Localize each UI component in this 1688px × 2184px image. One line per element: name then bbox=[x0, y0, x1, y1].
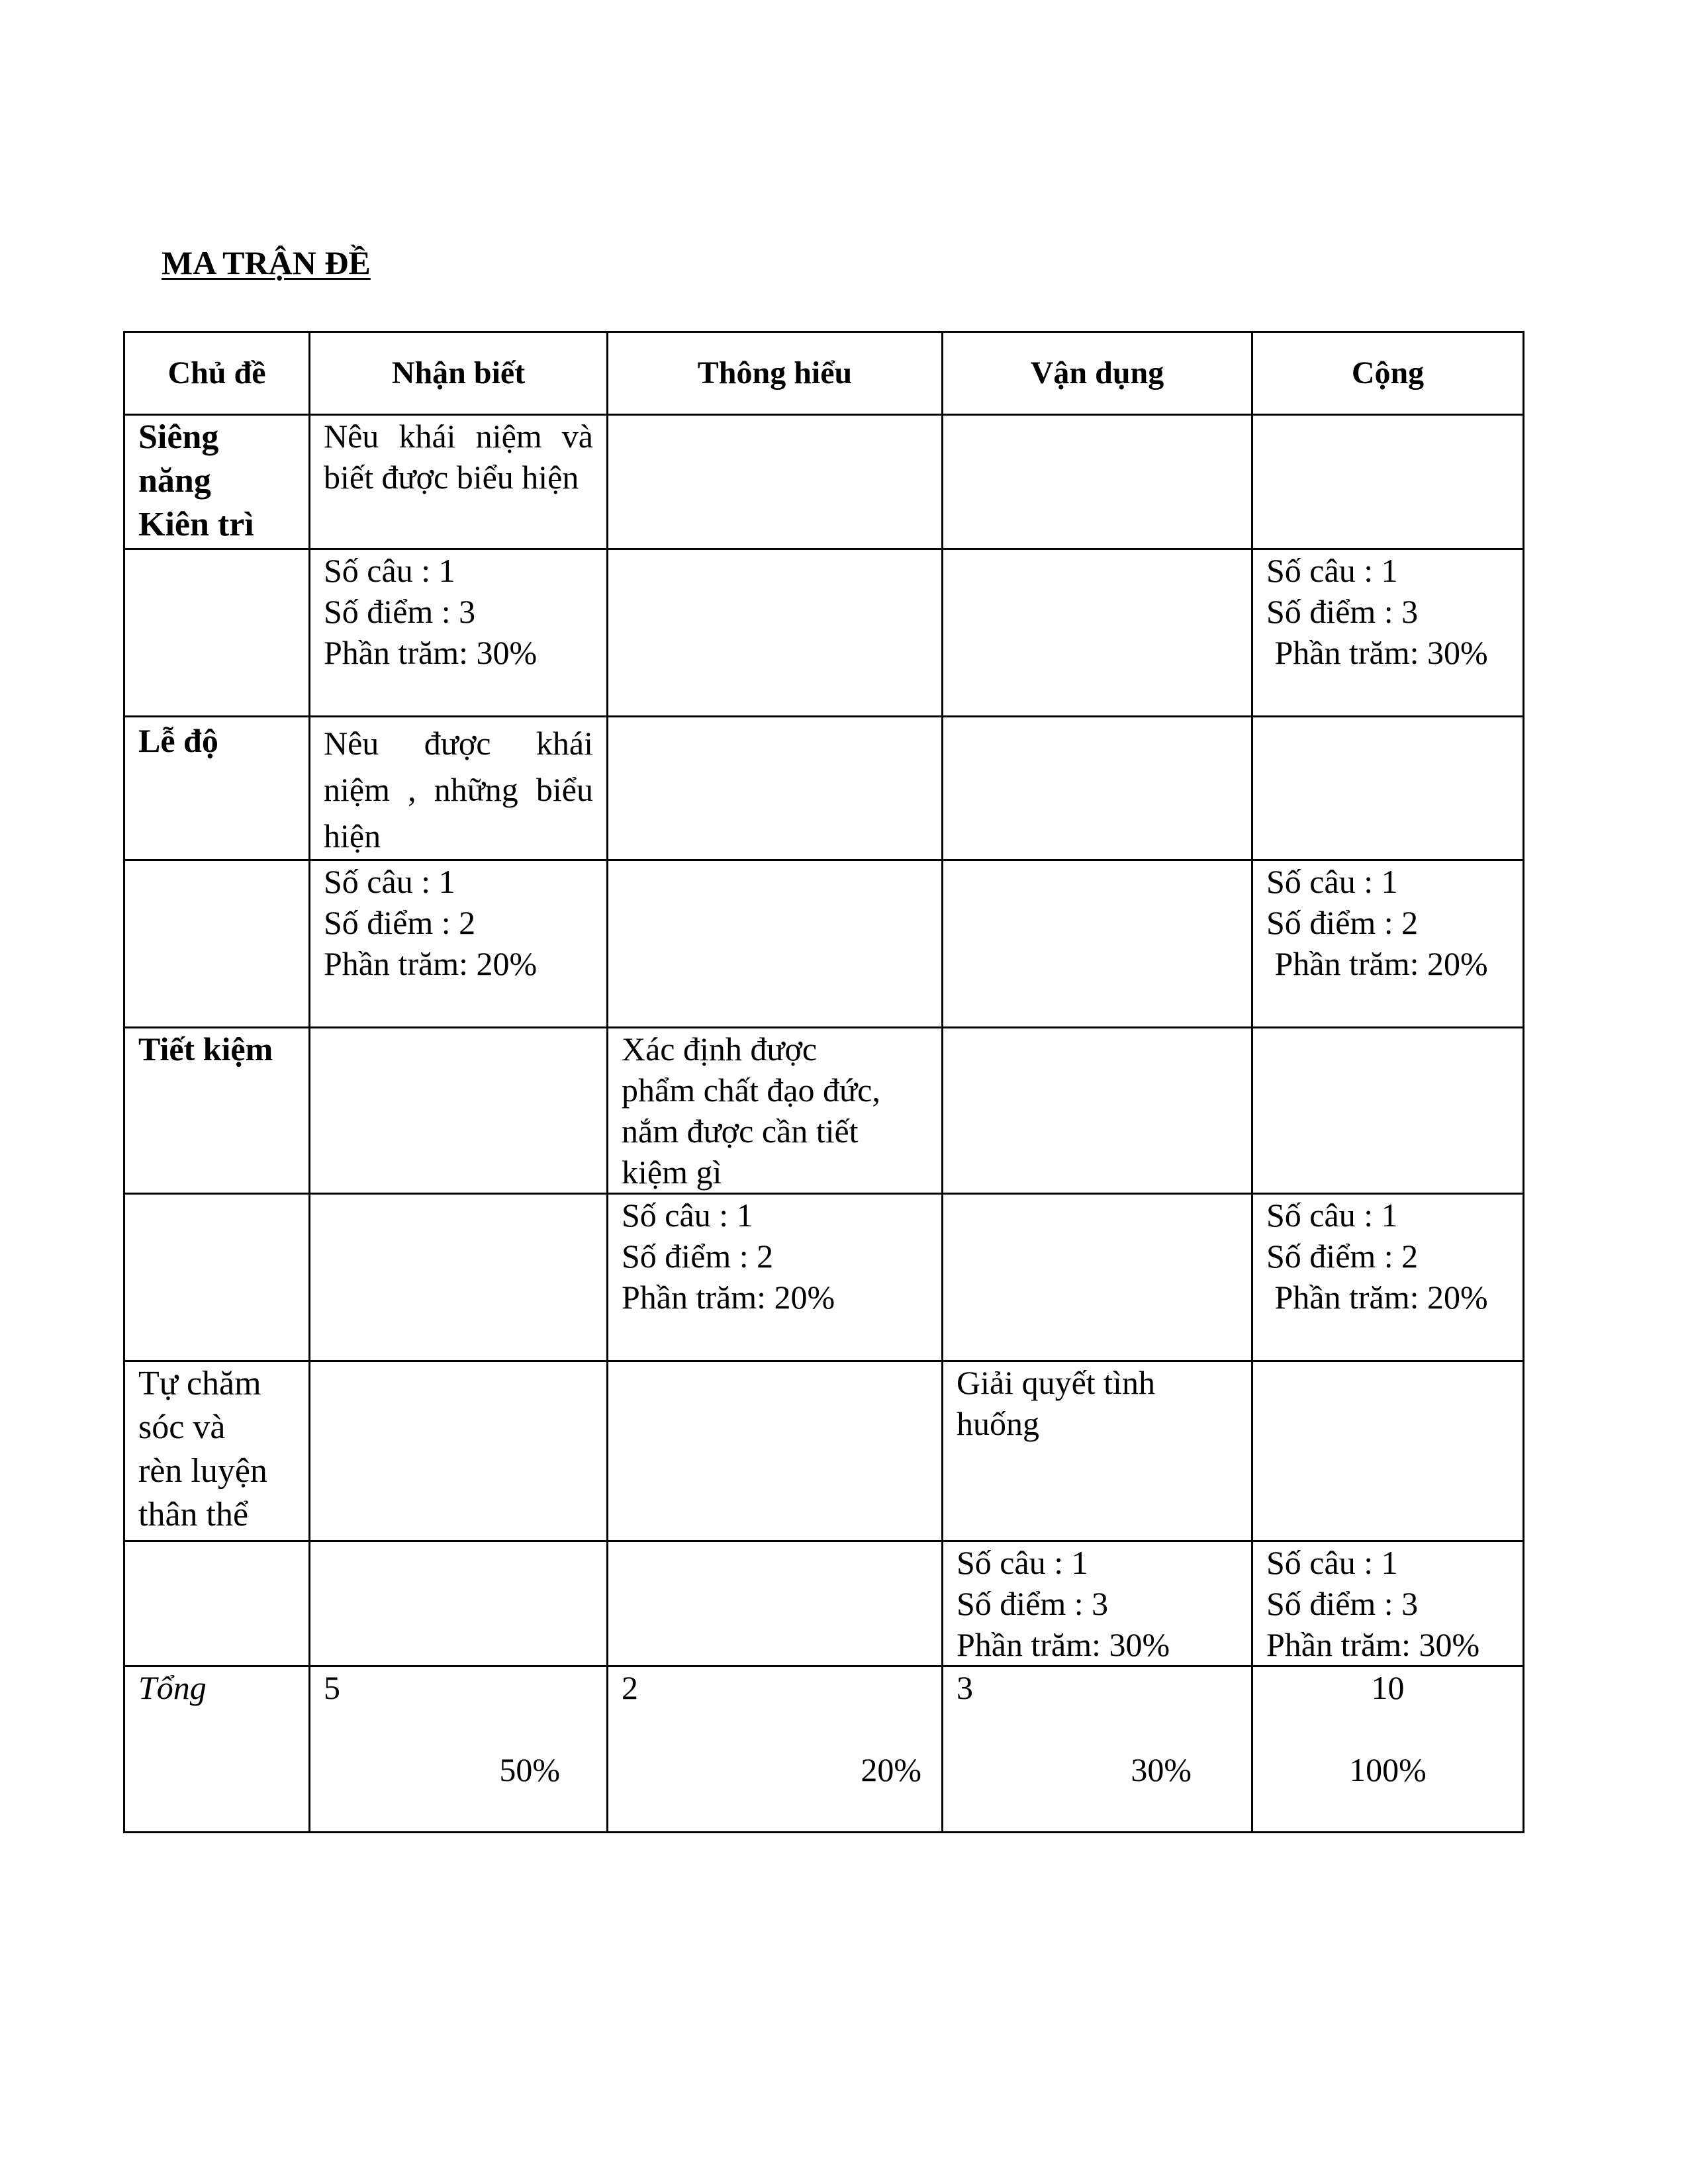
total-van-dung: 3 30% bbox=[943, 1666, 1252, 1833]
empty-cell bbox=[124, 1194, 310, 1361]
empty-cell bbox=[608, 549, 943, 717]
empty-cell bbox=[1252, 1028, 1524, 1194]
table-row bbox=[124, 415, 1524, 549]
empty-cell bbox=[1252, 1361, 1524, 1541]
total-stats-cell: Số câu : 1 Số điểm : 2 Phần trăm: 20% bbox=[1252, 1194, 1524, 1361]
empty-cell bbox=[943, 717, 1252, 860]
table-row bbox=[124, 549, 1524, 717]
empty-cell bbox=[310, 1028, 608, 1194]
header-nhan-biet: Nhận biết bbox=[310, 332, 608, 415]
table-row bbox=[124, 1361, 1524, 1541]
header-thong-hieu: Thông hiểu bbox=[608, 332, 943, 415]
empty-cell bbox=[124, 1541, 310, 1666]
header-row bbox=[124, 332, 1524, 415]
empty-cell bbox=[943, 415, 1252, 549]
total-cong: 10 100% bbox=[1252, 1666, 1524, 1833]
header-chu-de: Chủ đề bbox=[124, 332, 310, 415]
empty-cell bbox=[608, 415, 943, 549]
page-title: MA TRẬN ĐỀ bbox=[162, 244, 371, 281]
empty-cell bbox=[943, 1194, 1252, 1361]
table-row bbox=[124, 717, 1524, 860]
van-dung-desc: Giải quyết tình huống bbox=[943, 1361, 1252, 1541]
empty-cell bbox=[1252, 717, 1524, 860]
total-nhan-biet: 5 50% bbox=[310, 1666, 608, 1833]
nhan-biet-desc: Nêu được khái niệm , những biểu hiện bbox=[310, 717, 608, 860]
empty-cell bbox=[943, 860, 1252, 1028]
totals-label: Tổng bbox=[124, 1666, 310, 1833]
topic-cell: Siêng năng Kiên trì bbox=[124, 415, 310, 549]
empty-cell bbox=[310, 1194, 608, 1361]
empty-cell bbox=[943, 549, 1252, 717]
totals-row bbox=[124, 1666, 1524, 1833]
total-stats-cell: Số câu : 1 Số điểm : 3 Phần trăm: 30% bbox=[1252, 1541, 1524, 1666]
table-row bbox=[124, 1028, 1524, 1194]
topic-cell: Tiết kiệm bbox=[124, 1028, 310, 1194]
header-van-dung: Vận dụng bbox=[943, 332, 1252, 415]
total-stats-cell: Số câu : 1 Số điểm : 3 Phần trăm: 30% bbox=[1252, 549, 1524, 717]
empty-cell bbox=[310, 1361, 608, 1541]
total-thong-hieu: 2 20% bbox=[608, 1666, 943, 1833]
empty-cell bbox=[608, 717, 943, 860]
topic-cell: Tự chăm sóc và rèn luyện thân thể bbox=[124, 1361, 310, 1541]
exam-matrix-table bbox=[123, 331, 1524, 1833]
empty-cell bbox=[124, 549, 310, 717]
empty-cell bbox=[608, 860, 943, 1028]
topic-cell: Lễ độ bbox=[124, 717, 310, 860]
stats-cell: Số câu : 1 Số điểm : 3 Phần trăm: 30% bbox=[943, 1541, 1252, 1666]
stats-cell: Số câu : 1 Số điểm : 3 Phần trăm: 30% bbox=[310, 549, 608, 717]
nhan-biet-desc: Nêu khái niệm và biết được biểu hiện bbox=[310, 415, 608, 549]
header-cong: Cộng bbox=[1252, 332, 1524, 415]
empty-cell bbox=[943, 1028, 1252, 1194]
table-row bbox=[124, 1541, 1524, 1666]
stats-cell: Số câu : 1 Số điểm : 2 Phần trăm: 20% bbox=[310, 860, 608, 1028]
table-row bbox=[124, 1194, 1524, 1361]
empty-cell bbox=[1252, 415, 1524, 549]
empty-cell bbox=[124, 860, 310, 1028]
total-stats-cell: Số câu : 1 Số điểm : 2 Phần trăm: 20% bbox=[1252, 860, 1524, 1028]
empty-cell bbox=[608, 1361, 943, 1541]
empty-cell bbox=[310, 1541, 608, 1666]
thong-hieu-desc: Xác định được phẩm chất đạo đức, nắm được cần tiết kiệm gì bbox=[608, 1028, 943, 1194]
stats-cell: Số câu : 1 Số điểm : 2 Phần trăm: 20% bbox=[608, 1194, 943, 1361]
empty-cell bbox=[608, 1541, 943, 1666]
table-row bbox=[124, 860, 1524, 1028]
